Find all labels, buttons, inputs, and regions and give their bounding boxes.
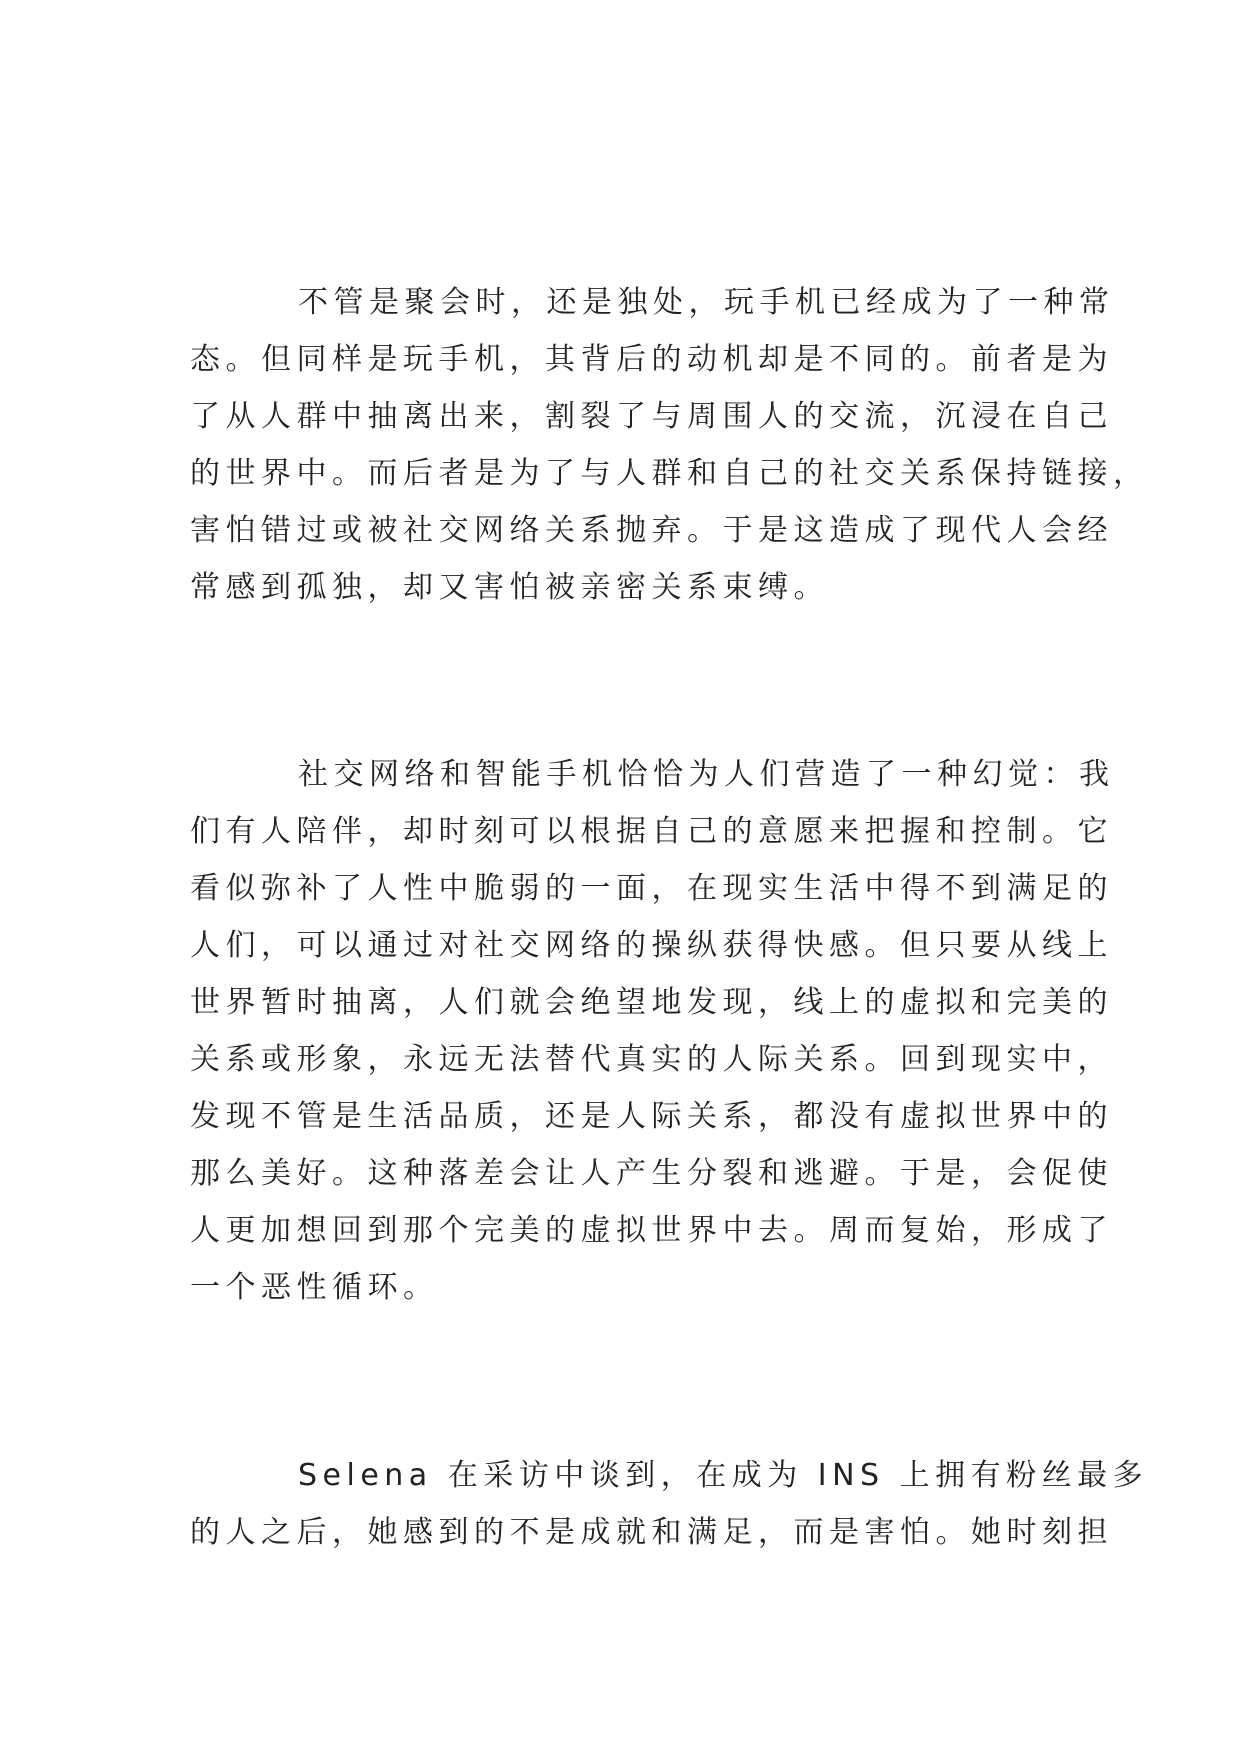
text-line: 常感到孤独，却又害怕被亲密关系束缚。	[190, 570, 829, 605]
text-line: 发现不管是生活品质，还是人际关系，都没有虚拟世界中的	[190, 1099, 1113, 1134]
paragraph-2	[190, 746, 1115, 1316]
paragraph-1	[190, 274, 1149, 616]
text-line: 的人之后，她感到的不是成就和满足，而是害怕。她时刻担	[190, 1515, 1113, 1550]
text-line: 社交网络和智能手机恰恰为人们营造了一种幻觉：我	[298, 757, 1115, 792]
text-line: 们有人陪伴，却时刻可以根据自己的意愿来把握和控制。它	[190, 814, 1113, 849]
text-line: 一个恶性循环。	[190, 1270, 439, 1305]
text-line: 不管是聚会时，还是独处，玩手机已经成为了一种常	[298, 285, 1115, 320]
text-line: 人更加想回到那个完美的虚拟世界中去。周而复始，形成了	[190, 1213, 1113, 1248]
text-line: 人们，可以通过对社交网络的操纵获得快感。但只要从线上	[190, 928, 1113, 963]
text-line: 世界暂时抽离，人们就会绝望地发现，线上的虚拟和完美的	[190, 985, 1113, 1020]
text-line: 关系或形象，永远无法替代真实的人际关系。回到现实中，	[190, 1042, 1113, 1077]
text-line: 害怕错过或被社交网络关系抛弃。于是这造成了现代人会经	[190, 513, 1113, 548]
text-line: 了从人群中抽离出来，割裂了与周围人的交流，沉浸在自己	[190, 399, 1113, 434]
text-line: 态。但同样是玩手机，其背后的动机却是不同的。前者是为	[190, 342, 1113, 377]
paragraph-3	[190, 1447, 1149, 1561]
text-line: 的世界中。而后者是为了与人群和自己的社交关系保持链接，	[190, 456, 1149, 491]
text-line: 那么美好。这种落差会让人产生分裂和逃避。于是，会促使	[190, 1156, 1113, 1191]
text-line: 看似弥补了人性中脆弱的一面，在现实生活中得不到满足的	[190, 871, 1113, 906]
text-line: Selena 在采访中谈到，在成为 INS 上拥有粉丝最多	[298, 1458, 1149, 1493]
